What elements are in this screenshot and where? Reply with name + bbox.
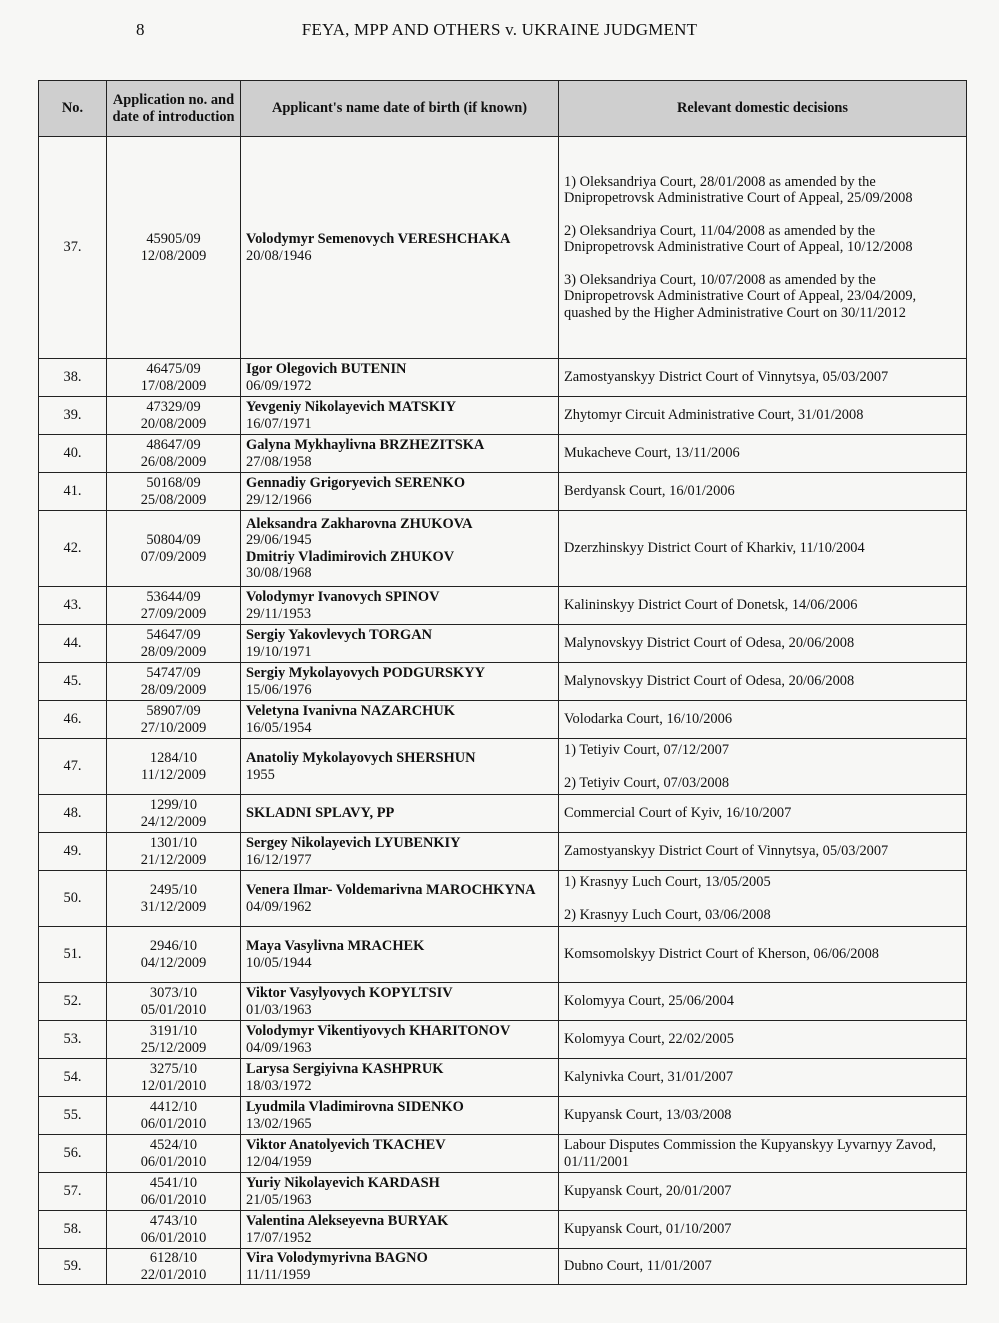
decisions-cell [559, 359, 967, 397]
column-header-applicant: Applicant's name date of birth (if known) [241, 81, 559, 137]
row-number: 53. [39, 1021, 107, 1059]
application-cell [107, 473, 241, 511]
domestic-decision: Kupyansk Court, 20/01/2007 [564, 1183, 732, 1200]
decisions-cell [559, 701, 967, 739]
application-cell [107, 927, 241, 983]
applicant-date-of-birth: 29/06/1945 [246, 532, 312, 548]
application-number: 3073/10 [149, 985, 198, 1001]
page-number: 8 [136, 20, 145, 39]
domestic-decision: Labour Disputes Commission the Kupyanskyy Lyvarnyy Zavod, 01/11/2001 [564, 1137, 937, 1170]
decisions-cell [559, 397, 967, 435]
applicant-date-of-birth: 10/05/1944 [246, 954, 312, 971]
domestic-decision: 1) Tetiyiv Court, 07/12/2007 [564, 742, 730, 758]
table-row [39, 833, 967, 871]
domestic-decision: Kolomyya Court, 25/06/2004 [564, 993, 734, 1010]
domestic-decision: Berdyansk Court, 16/01/2006 [564, 483, 735, 500]
application-cell [107, 1059, 241, 1097]
application-number: 2495/10 [149, 882, 198, 898]
applicant-cell [241, 435, 559, 473]
application-number: 48647/09 [146, 437, 201, 453]
applicant-date-of-birth: 18/03/1972 [246, 1077, 312, 1094]
table-row [39, 701, 967, 739]
application-cell [107, 587, 241, 625]
table-row [39, 1211, 967, 1249]
column-header-application: Application no. and date of introduction [107, 81, 241, 137]
applicant-date-of-birth: 01/03/1963 [246, 1001, 312, 1018]
applicant-name: Maya Vasylivna MRACHEK [246, 938, 425, 954]
applicant-name: Igor Olegovich BUTENIN [246, 361, 407, 377]
applicant-cell [241, 359, 559, 397]
applicant-cell [241, 511, 559, 587]
applicant-date-of-birth: 16/07/1971 [246, 415, 312, 432]
application-cell [107, 1249, 241, 1285]
applicant-date-of-birth: 04/09/1963 [246, 1039, 312, 1056]
applicant-date-of-birth: 17/07/1952 [246, 1229, 312, 1246]
domestic-decision: Zhytomyr Circuit Administrative Court, 31/01/2008 [564, 407, 864, 424]
application-number: 4541/10 [149, 1175, 198, 1191]
application-number: 58907/09 [146, 703, 201, 719]
decisions-cell [559, 511, 967, 587]
table-row [39, 511, 967, 587]
applicant-date-of-birth: 30/08/1968 [246, 565, 312, 581]
row-number: 47. [39, 739, 107, 795]
applicant-date-of-birth: 16/05/1954 [246, 719, 312, 736]
applicant-name: Sergiy Mykolayovych PODGURSKYY [246, 665, 486, 681]
introduction-date: 17/08/2009 [140, 377, 207, 394]
introduction-date: 06/01/2010 [140, 1115, 207, 1132]
decisions-cell [559, 473, 967, 511]
introduction-date: 25/08/2009 [140, 491, 207, 508]
introduction-date: 11/12/2009 [140, 766, 207, 783]
application-number: 4524/10 [149, 1137, 198, 1153]
applicant-cell [241, 137, 559, 359]
decisions-cell [559, 1173, 967, 1211]
decisions-cell [559, 137, 967, 359]
table-row [39, 663, 967, 701]
applicant-name: Larysa Sergiyivna KASHPRUK [246, 1061, 444, 1077]
application-cell [107, 511, 241, 587]
application-number: 50168/09 [146, 475, 201, 491]
applicant-name: Yevgeniy Nikolayevich MATSKIY [246, 399, 456, 415]
table-row [39, 137, 967, 359]
introduction-date: 06/01/2010 [140, 1191, 207, 1208]
applicant-cell [241, 701, 559, 739]
application-cell [107, 1211, 241, 1249]
introduction-date: 12/08/2009 [140, 247, 207, 264]
applicant-cell [241, 1249, 559, 1285]
application-number: 47329/09 [146, 399, 201, 415]
table-row [39, 625, 967, 663]
application-number: 4743/10 [149, 1213, 198, 1229]
domestic-decision: Zamostyanskyy District Court of Vinnytsya, 05/03/2007 [564, 843, 889, 860]
introduction-date: 12/01/2010 [140, 1077, 207, 1094]
domestic-decision: Volodarka Court, 16/10/2006 [564, 711, 733, 728]
row-number: 58. [39, 1211, 107, 1249]
applicant-cell [241, 983, 559, 1021]
applicant-cell [241, 739, 559, 795]
table-body [39, 137, 967, 1285]
row-number: 46. [39, 701, 107, 739]
application-cell [107, 701, 241, 739]
row-number: 37. [39, 137, 107, 359]
table-row [39, 1021, 967, 1059]
applicant-name: Viktor Vasylyovych KOPYLTSIV [246, 985, 453, 1001]
introduction-date: 28/09/2009 [140, 681, 207, 698]
decisions-cell [559, 1097, 967, 1135]
row-number: 54. [39, 1059, 107, 1097]
application-cell [107, 397, 241, 435]
domestic-decision: 1) Oleksandriya Court, 28/01/2008 as amended by the Dnipropetrovsk Administrative Court of Appeal, 25/09/2008 [564, 173, 913, 207]
column-header-decisions: Relevant domestic decisions [559, 81, 967, 137]
application-number: 3191/10 [149, 1023, 198, 1039]
domestic-decision: Kupyansk Court, 01/10/2007 [564, 1221, 732, 1238]
row-number: 48. [39, 795, 107, 833]
domestic-decision: Commercial Court of Kyiv, 16/10/2007 [564, 805, 792, 822]
decisions-cell [559, 663, 967, 701]
applicant-name: Gennadiy Grigoryevich SERENKO [246, 475, 466, 491]
row-number: 44. [39, 625, 107, 663]
decisions-cell [559, 1021, 967, 1059]
applicant-date-of-birth: 16/12/1977 [246, 851, 312, 868]
table-row [39, 435, 967, 473]
row-number: 51. [39, 927, 107, 983]
introduction-date: 28/09/2009 [140, 643, 207, 660]
application-number: 1301/10 [149, 835, 198, 851]
applicant-cell [241, 473, 559, 511]
decisions-cell [559, 435, 967, 473]
applicant-name: Galyna Mykhaylivna BRZHEZITSKA [246, 437, 485, 453]
applicant-cell [241, 397, 559, 435]
introduction-date: 21/12/2009 [140, 851, 207, 868]
row-number: 49. [39, 833, 107, 871]
application-cell [107, 871, 241, 927]
row-number: 39. [39, 397, 107, 435]
row-number: 45. [39, 663, 107, 701]
table-row [39, 359, 967, 397]
domestic-decision: 2) Tetiyiv Court, 07/03/2008 [564, 774, 730, 791]
applicant-cell [241, 833, 559, 871]
domestic-decision: 2) Krasnyy Luch Court, 03/06/2008 [564, 906, 771, 923]
domestic-decision: 1) Krasnyy Luch Court, 13/05/2005 [564, 874, 771, 890]
applicant-date-of-birth: 29/12/1966 [246, 491, 312, 508]
introduction-date: 25/12/2009 [140, 1039, 207, 1056]
applicant-date-of-birth: 20/08/1946 [246, 247, 312, 264]
table-row [39, 1249, 967, 1285]
row-number: 50. [39, 871, 107, 927]
row-number: 57. [39, 1173, 107, 1211]
row-number: 38. [39, 359, 107, 397]
decisions-cell [559, 927, 967, 983]
domestic-decision: 2) Oleksandriya Court, 11/04/2008 as amended by the Dnipropetrovsk Administrative Court of Appeal, 10/12/2008 [564, 222, 913, 256]
applicant-date-of-birth: 1955 [246, 766, 275, 783]
introduction-date: 31/12/2009 [140, 898, 207, 915]
applicant-name: Anatoliy Mykolayovych SHERSHUN [246, 750, 476, 766]
applicant-name: Sergiy Yakovlevych TORGAN [246, 627, 433, 643]
applicant-name: Valentina Alekseyevna BURYAK [246, 1213, 449, 1229]
applications-table [38, 80, 967, 1285]
table-row [39, 983, 967, 1021]
applicant-cell [241, 1135, 559, 1173]
applicant-cell [241, 1021, 559, 1059]
domestic-decision: Mukacheve Court, 13/11/2006 [564, 445, 740, 462]
applicant-date-of-birth: 12/04/1959 [246, 1153, 312, 1170]
table-row [39, 1173, 967, 1211]
domestic-decision: Kolomyya Court, 22/02/2005 [564, 1031, 734, 1048]
introduction-date: 24/12/2009 [140, 813, 207, 830]
application-cell [107, 1097, 241, 1135]
table-row [39, 1097, 967, 1135]
application-cell [107, 795, 241, 833]
row-number: 56. [39, 1135, 107, 1173]
applicant-cell [241, 625, 559, 663]
application-number: 2946/10 [149, 938, 198, 954]
domestic-decision: Zamostyanskyy District Court of Vinnytsya, 05/03/2007 [564, 369, 889, 386]
applicant-date-of-birth: 04/09/1962 [246, 898, 312, 915]
application-cell [107, 137, 241, 359]
decisions-cell [559, 983, 967, 1021]
introduction-date: 26/08/2009 [140, 453, 207, 470]
decisions-cell [559, 833, 967, 871]
domestic-decision: Dubno Court, 11/01/2007 [564, 1258, 712, 1275]
applicant-name: Dmitriy Vladimirovich ZHUKOV [246, 548, 455, 565]
application-number: 4412/10 [149, 1099, 198, 1115]
decisions-cell [559, 625, 967, 663]
decisions-cell [559, 587, 967, 625]
applicant-name: SKLADNI SPLAVY, PP [246, 805, 395, 822]
row-number: 52. [39, 983, 107, 1021]
applicant-name: Vira Volodymyrivna BAGNO [246, 1250, 428, 1266]
row-number: 40. [39, 435, 107, 473]
column-header-no: No. [39, 81, 107, 137]
introduction-date: 04/12/2009 [140, 954, 207, 971]
application-number: 53644/09 [146, 589, 201, 605]
applicant-date-of-birth: 29/11/1953 [246, 605, 312, 622]
introduction-date: 27/09/2009 [140, 605, 207, 622]
introduction-date: 20/08/2009 [140, 415, 207, 432]
applicant-cell [241, 663, 559, 701]
applicant-date-of-birth: 13/02/1965 [246, 1115, 312, 1132]
application-number: 1299/10 [149, 797, 198, 813]
introduction-date: 06/01/2010 [140, 1153, 207, 1170]
applicant-cell [241, 587, 559, 625]
application-number: 54647/09 [146, 627, 201, 643]
decisions-cell [559, 1135, 967, 1173]
domestic-decision: Kupyansk Court, 13/03/2008 [564, 1107, 732, 1124]
applicant-name: Aleksandra Zakharovna ZHUKOVA [246, 515, 473, 532]
domestic-decision: Malynovskyy District Court of Odesa, 20/06/2008 [564, 635, 855, 652]
applicant-cell [241, 795, 559, 833]
application-cell [107, 983, 241, 1021]
domestic-decision: Dzerzhinskyy District Court of Kharkiv, 11/10/2004 [564, 540, 865, 557]
decisions-cell [559, 871, 967, 927]
applicant-date-of-birth: 21/05/1963 [246, 1191, 312, 1208]
applicant-cell [241, 1211, 559, 1249]
decisions-cell [559, 739, 967, 795]
table-row [39, 927, 967, 983]
decisions-cell [559, 1059, 967, 1097]
application-number: 1284/10 [149, 750, 198, 766]
applicant-name: Volodymyr Ivanovych SPINOV [246, 589, 440, 605]
domestic-decision: Malynovskyy District Court of Odesa, 20/06/2008 [564, 673, 855, 690]
applicant-date-of-birth: 19/10/1971 [246, 643, 312, 660]
row-number: 59. [39, 1249, 107, 1285]
applicant-name: Sergey Nikolayevich LYUBENKIY [246, 835, 461, 851]
domestic-decision: Kalynivka Court, 31/01/2007 [564, 1069, 734, 1086]
applicant-cell [241, 871, 559, 927]
application-number: 3275/10 [149, 1061, 198, 1077]
applicant-name: Lyudmila Vladimirovna SIDENKO [246, 1099, 464, 1115]
application-cell [107, 625, 241, 663]
application-number: 50804/09 [146, 532, 201, 548]
domestic-decision: 3) Oleksandriya Court, 10/07/2008 as amended by the Dnipropetrovsk Administrative Court of Appeal, 23/04/2009, quashed by the Higher Administrative Court on 30/11/2012 [564, 271, 917, 321]
decisions-cell [559, 1211, 967, 1249]
applicant-cell [241, 927, 559, 983]
applicant-cell [241, 1059, 559, 1097]
application-number: 6128/10 [149, 1250, 198, 1266]
domestic-decision: Kalininskyy District Court of Donetsk, 14/06/2006 [564, 597, 858, 614]
introduction-date: 07/09/2009 [140, 548, 207, 565]
introduction-date: 05/01/2010 [140, 1001, 207, 1018]
table-row [39, 739, 967, 795]
domestic-decision: Komsomolskyy District Court of Kherson, 06/06/2008 [564, 946, 879, 963]
applicant-date-of-birth: 27/08/1958 [246, 453, 312, 470]
table-row [39, 1135, 967, 1173]
application-cell [107, 739, 241, 795]
row-number: 55. [39, 1097, 107, 1135]
decisions-cell [559, 795, 967, 833]
table-row [39, 473, 967, 511]
introduction-date: 27/10/2009 [140, 719, 207, 736]
table-row [39, 1059, 967, 1097]
table-row [39, 871, 967, 927]
row-number: 41. [39, 473, 107, 511]
applicant-date-of-birth: 15/06/1976 [246, 681, 312, 698]
applicant-name: Volodymyr Semenovych VERESHCHAKA [246, 231, 511, 247]
applicant-name: Yuriy Nikolayevich KARDASH [246, 1175, 440, 1191]
application-cell [107, 833, 241, 871]
table-header-row [39, 81, 967, 137]
applicant-cell [241, 1097, 559, 1135]
applicant-name: Venera Ilmar- Voldemarivna MAROCHKYNA [246, 882, 536, 898]
application-cell [107, 1135, 241, 1173]
table-row [39, 795, 967, 833]
application-cell [107, 663, 241, 701]
application-number: 45905/09 [146, 231, 201, 247]
row-number: 43. [39, 587, 107, 625]
applicant-name: Volodymyr Vikentiyovych KHARITONOV [246, 1023, 511, 1039]
table-row [39, 587, 967, 625]
applicant-name: Veletyna Ivanivna NAZARCHUK [246, 703, 455, 719]
applicant-date-of-birth: 11/11/1959 [246, 1266, 311, 1283]
application-number: 54747/09 [146, 665, 201, 681]
decisions-cell [559, 1249, 967, 1285]
running-title: FEYA, MPP AND OTHERS v. UKRAINE JUDGMENT [301, 20, 698, 39]
application-cell [107, 1173, 241, 1211]
introduction-date: 22/01/2010 [140, 1266, 207, 1283]
row-number: 42. [39, 511, 107, 587]
application-cell [107, 435, 241, 473]
application-cell [107, 359, 241, 397]
applicant-name: Viktor Anatolyevich TKACHEV [246, 1137, 446, 1153]
applicant-date-of-birth: 06/09/1972 [246, 377, 312, 394]
application-number: 46475/09 [146, 361, 201, 377]
introduction-date: 06/01/2010 [140, 1229, 207, 1246]
applicant-cell [241, 1173, 559, 1211]
table-row [39, 397, 967, 435]
application-cell [107, 1021, 241, 1059]
